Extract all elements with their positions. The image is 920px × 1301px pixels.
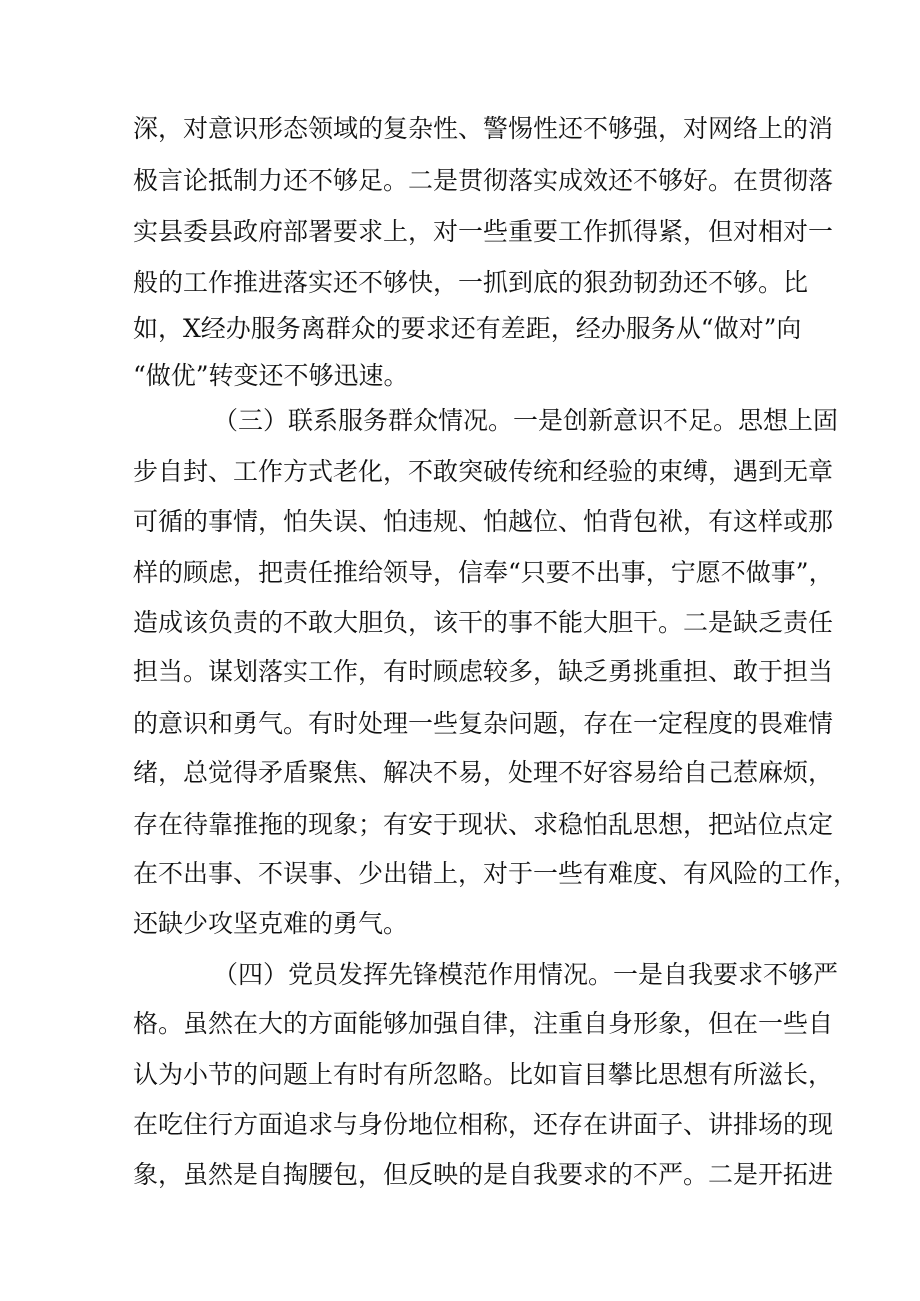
text-line: 极言论抵制力还不够足。二是贯彻落实成效还不够好。在贯彻落 <box>133 166 834 195</box>
text-line: 认为小节的问题上有时有所忽略。比如盲目攀比思想有所滋长， <box>133 1060 834 1089</box>
text-line: 造成该负责的不敢大胆负，该干的事不能大胆干。二是缺乏责任 <box>133 608 834 637</box>
paragraph-heading-line: （四）党员发挥先锋模范作用情况。一是自我要求不够严 <box>213 960 839 989</box>
text-line: 担当。谋划落实工作，有时顾虑较多，缺乏勇挑重担、敢于担当 <box>133 657 834 686</box>
text-line: 的意识和勇气。有时处理一些复杂问题，存在一定程度的畏难情 <box>133 709 834 738</box>
text-line: 格。虽然在大的方面能够加强自律，注重自身形象，但在一些自 <box>133 1009 834 1038</box>
text-line: 可循的事情，怕失误、怕违规、怕越位、怕背包袱，有这样或那 <box>133 507 834 536</box>
text-line: 存在待靠推拖的现象；有安于现状、求稳怕乱思想，把站位点定 <box>133 810 834 839</box>
paragraph-heading-line: （三）联系服务群众情况。一是创新意识不足。思想上固 <box>213 406 839 435</box>
text-line: 象，虽然是自掏腰包，但反映的是自我要求的不严。二是开拓进 <box>133 1160 834 1189</box>
text-line: 实县委县政府部署要求上，对一些重要工作抓得紧，但对相对一 <box>133 217 834 246</box>
text-line: 绪，总觉得矛盾聚焦、解决不易，处理不好容易给自己惹麻烦， <box>133 758 834 787</box>
text-line: 在不出事、不误事、少出错上，对于一些有难度、有风险的工作， <box>133 859 859 888</box>
text-line: 步自封、工作方式老化，不敢突破传统和经验的束缚，遇到无章 <box>133 457 834 486</box>
text-line: “做优”转变还不够迅速。 <box>133 361 409 390</box>
text-line: 在吃住行方面追求与身份地位相称，还存在讲面子、讲排场的现 <box>133 1110 834 1139</box>
text-line: 样的顾虑，把责任推给领导，信奉“只要不出事，宁愿不做事”， <box>133 558 834 587</box>
text-line: 深，对意识形态领域的复杂性、警惕性还不够强，对网络上的消 <box>133 114 834 143</box>
text-line: 还缺少攻坚克难的勇气。 <box>133 909 409 938</box>
text-line: 般的工作推进落实还不够快，一抓到底的狠劲韧劲还不够。比 <box>133 268 809 297</box>
text-line: 如，X经办服务离群众的要求还有差距，经办服务从“做对”向 <box>133 314 802 343</box>
